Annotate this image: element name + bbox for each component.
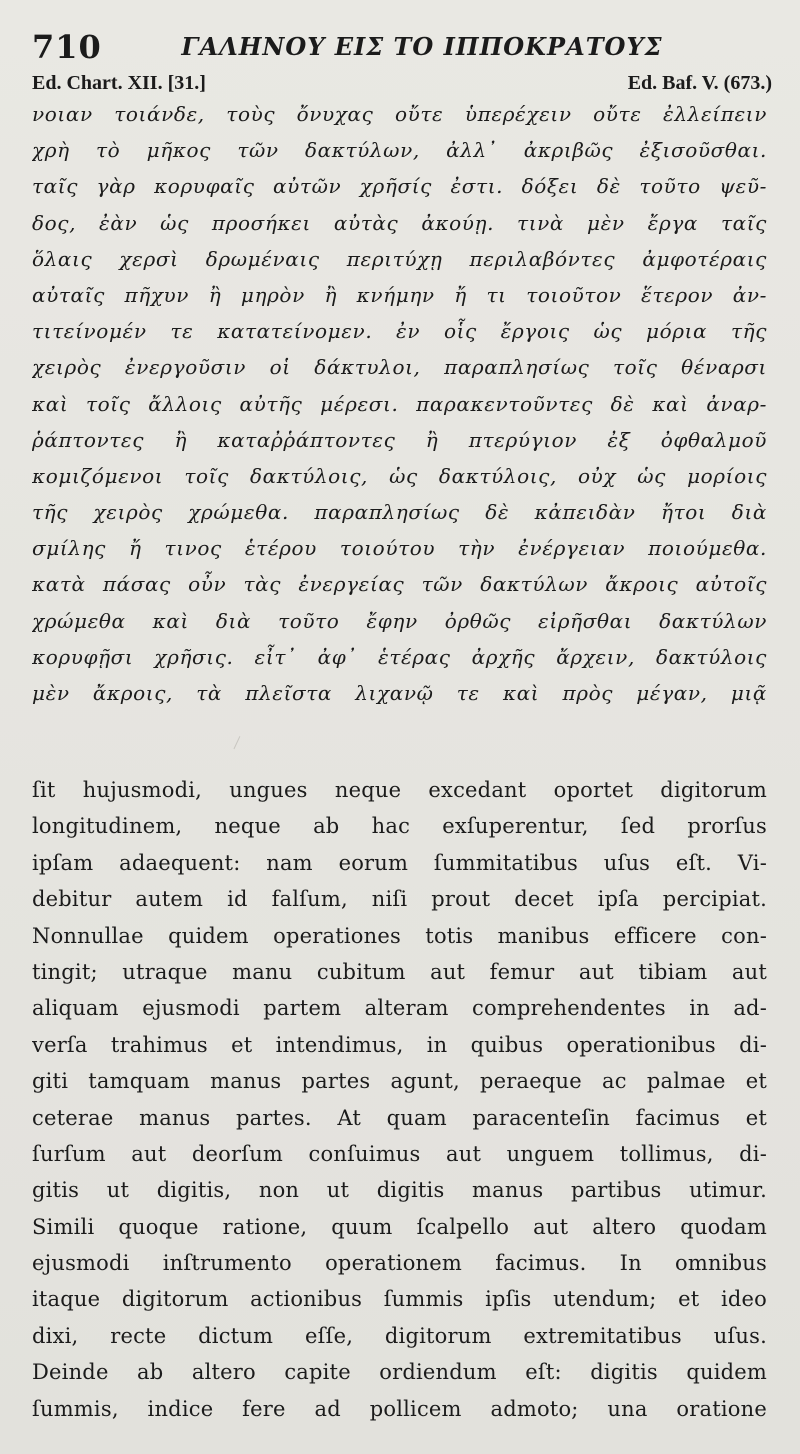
greek-text-line: κορυφῇσι χρῆσις. εἶτ᾽ ἀφ᾽ ἑτέρας ἀρχῆς ἄρχειν, δακτύλοις bbox=[32, 644, 767, 669]
latin-text-line: ſummis, indice fere ad pollicem admoto; una oratione bbox=[32, 1396, 767, 1421]
edition-chartier-reference: Ed. Chart. XII. [31.] bbox=[32, 72, 206, 94]
latin-text-line: ipſam adaequent: nam eorum ſummitatibus uſus eſt. Vi- bbox=[32, 850, 767, 875]
edition-basel-reference: Ed. Baf. V. (673.) bbox=[627, 72, 772, 94]
latin-text-line: ſurſum aut deorſum conſuimus aut unguem tollimus, di- bbox=[32, 1141, 767, 1166]
latin-text-line: tingit; utraque manu cubitum aut femur aut tibiam aut bbox=[32, 959, 767, 984]
latin-text-line: dixi, recte dictum eſſe, digitorum extremitatibus uſus. bbox=[32, 1323, 767, 1348]
latin-text-line: aliquam ejusmodi partem alteram comprehendentes in ad- bbox=[32, 996, 767, 1021]
edition-reference-line bbox=[32, 72, 772, 98]
greek-text-line: χρὴ τὸ μῆκος τῶν δακτύλων, ἀλλ᾽ ἀκριβῶς ἐξισοῦσθαι. bbox=[32, 138, 767, 163]
page-number: 710 bbox=[32, 28, 102, 66]
greek-text-line: χρώμεθα καὶ διὰ τοῦτο ἔφην ὀρθῶς εἰρῆσθαι δακτύλων bbox=[32, 608, 767, 633]
greek-text-line: δος, ἐὰν ὡς προσήκει αὐτὰς ἀκούῃ. τινὰ μὲν ἔργα ταῖς bbox=[32, 210, 767, 235]
greek-text-line: κατὰ πάσας οὖν τὰς ἐνεργείας τῶν δακτύλων ἄκροις αὐτοῖς bbox=[32, 572, 767, 597]
greek-text-line: ῥάπτοντες ἢ καταῤῥάπτοντες ἢ πτερύγιον ἐξ ὀφθαλμοῦ bbox=[32, 427, 767, 452]
latin-text-line: ejusmodi inſtrumento operationem facimus. In omnibus bbox=[32, 1251, 767, 1276]
latin-text-block bbox=[32, 772, 767, 1427]
greek-text-line: σμίλης ἤ τινος ἑτέρου τοιούτου τὴν ἐνέργειαν ποιούμεθα. bbox=[32, 536, 767, 561]
greek-text-line: νοιαν τοιάνδε, τοὺς ὄνυχας οὔτε ὑπερέχειν οὔτε ἐλλείπειν bbox=[32, 102, 767, 126]
latin-text-line: Simili quoque ratione, quum ſcalpello aut altero quodam bbox=[32, 1214, 767, 1239]
latin-text-line: longitudinem, neque ab hac exſuperentur, ſed prorſus bbox=[32, 814, 767, 839]
latin-text-line: ſit hujusmodi, ungues neque excedant oportet digitorum bbox=[32, 778, 767, 802]
greek-text-block bbox=[32, 96, 767, 711]
latin-text-line: gitis ut digitis, non ut digitis manus partibus utimur. bbox=[32, 1178, 767, 1203]
greek-text-line: μὲν ἄκροις, τὰ πλεῖστα λιχανῷ τε καὶ πρὸς μέγαν, μιᾷ bbox=[32, 681, 767, 705]
greek-text-line: καὶ τοῖς ἄλλοις αὐτῆς μέρεσι. παρακεντοῦντες δὲ καὶ ἀναρ- bbox=[32, 391, 767, 416]
latin-text-line: verſa trahimus et intendimus, in quibus operationibus di- bbox=[32, 1032, 767, 1057]
greek-text-line: ταῖς γὰρ κορυφαῖς αὐτῶν χρῆσίς ἐστι. δόξει δὲ τοῦτο ψεῦ- bbox=[32, 174, 767, 199]
greek-text-line: κομιζόμενοι τοῖς δακτύλοις, ὡς δακτύλοις, οὐχ ὡς μορίοις bbox=[32, 463, 767, 488]
latin-text-line: ceterae manus partes. At quam paracenteſin facimus et bbox=[32, 1105, 767, 1130]
section-divider-mark bbox=[233, 736, 267, 762]
greek-text-line: χειρὸς ἐνεργοῦσιν οἱ δάκτυλοι, παραπλησίως τοῖς θέναρσι bbox=[32, 355, 767, 380]
running-title: ΓΑΛΗΝΟΥ ΕΙΣ ΤΟ ΙΠΠΟΚΡΑΤΟΥΣ bbox=[181, 32, 663, 61]
latin-text-line: Nonnullae quidem operationes totis manibus efficere con- bbox=[32, 923, 767, 948]
latin-text-line: itaque digitorum actionibus ſummis ipſis utendum; et ideo bbox=[32, 1287, 767, 1312]
greek-text-line: αὐταῖς πῆχυν ἢ μηρὸν ἢ κνήμην ἤ τι τοιοῦτον ἕτερον ἀν- bbox=[32, 282, 767, 307]
greek-text-line: τιτείνομέν τε κατατείνομεν. ἐν οἷς ἔργοις ὡς μόρια τῆς bbox=[32, 319, 767, 344]
page-header bbox=[32, 28, 772, 68]
greek-text-line: ὅλαις χερσὶ δρωμέναις περιτύχῃ περιλαβόντες ἀμφοτέραις bbox=[32, 246, 767, 271]
latin-text-line: giti tamquam manus partes agunt, peraeque ac palmae et bbox=[32, 1069, 767, 1094]
greek-text-line: τῆς χειρὸς χρώμεθα. παραπλησίως δὲ κἀπειδὰν ἤτοι διὰ bbox=[32, 500, 767, 525]
latin-text-line: Deinde ab altero capite ordiendum eſt: digitis quidem bbox=[32, 1360, 767, 1385]
latin-text-line: debitur autem id falſum, niſi prout decet ipſa percipiat. bbox=[32, 887, 767, 912]
